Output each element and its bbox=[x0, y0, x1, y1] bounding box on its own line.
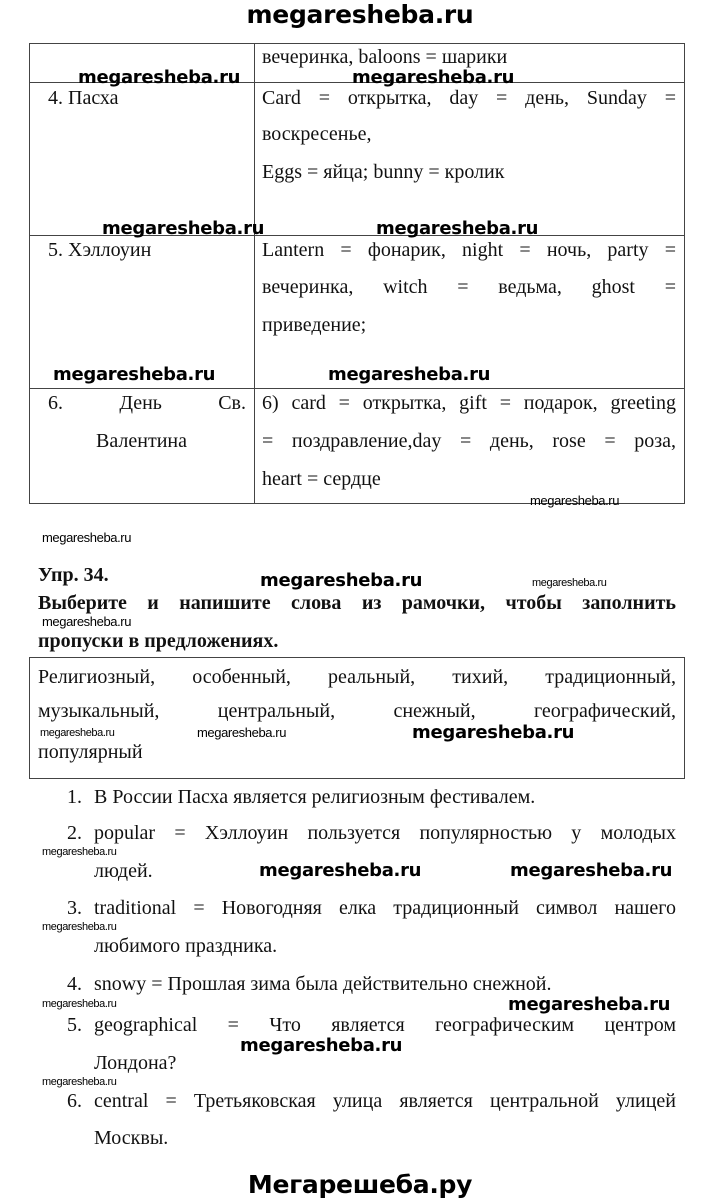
table-border bbox=[29, 388, 685, 389]
item-number: 6. bbox=[67, 1090, 82, 1112]
table-cell: воскресенье, bbox=[262, 123, 372, 145]
table-border bbox=[684, 43, 685, 504]
watermark-small: megaresheba.ru bbox=[42, 530, 132, 545]
table-cell: Валентина bbox=[96, 430, 187, 452]
table-border bbox=[29, 43, 30, 504]
watermark-small: megaresheba.ru bbox=[42, 921, 117, 933]
item-text: Москвы. bbox=[94, 1127, 169, 1149]
exercise-instruction: пропуски в предложениях. bbox=[38, 630, 279, 652]
watermark-small: megaresheba.ru bbox=[42, 846, 117, 858]
table-cell: вечеринка, baloons = шарики bbox=[262, 46, 508, 68]
table-cell: Lantern = фонарик, night = ночь, party = bbox=[262, 239, 676, 261]
table-cell: 6. День Св. bbox=[48, 392, 246, 414]
watermark: megaresheba.ru bbox=[352, 67, 515, 88]
item-text: людей. bbox=[94, 860, 153, 882]
table-cell: приведение; bbox=[262, 314, 367, 336]
watermark: megaresheba.ru bbox=[259, 860, 422, 881]
watermark-small: megaresheba.ru bbox=[532, 577, 607, 589]
watermark: megaresheba.ru bbox=[53, 364, 216, 385]
item-text: traditional = Новогодняя елка традиционный символ нашего bbox=[94, 897, 676, 919]
item-number: 1. bbox=[67, 786, 82, 808]
watermark: megaresheba.ru bbox=[508, 994, 671, 1015]
watermark-small: megaresheba.ru bbox=[42, 998, 117, 1010]
watermark: megaresheba.ru bbox=[260, 570, 423, 591]
watermark: megaresheba.ru bbox=[240, 1035, 403, 1056]
table-cell: 4. Пасха bbox=[48, 87, 119, 109]
word-box-line: популярный bbox=[38, 741, 143, 763]
item-number: 4. bbox=[67, 973, 82, 995]
item-number: 2. bbox=[67, 822, 82, 844]
watermark: megaresheba.ru bbox=[102, 218, 265, 239]
item-text: В России Пасха является религиозным фестивалем. bbox=[94, 786, 536, 808]
table-border bbox=[254, 43, 255, 504]
exercise-title: Упр. 34. bbox=[38, 564, 109, 586]
item-text: snowy = Прошлая зима была действительно снежной. bbox=[94, 973, 552, 995]
table-cell: 6) card = открытка, gift = подарок, greeting bbox=[262, 392, 676, 414]
header-site: megaresheba.ru bbox=[246, 0, 474, 29]
item-text: любимого праздника. bbox=[94, 935, 278, 957]
table-cell: heart = сердце bbox=[262, 468, 381, 490]
watermark: megaresheba.ru bbox=[510, 860, 673, 881]
exercise-instruction: Выберите и напишите слова из рамочки, чтобы заполнить bbox=[38, 592, 676, 614]
item-text: popular = Хэллоуин пользуется популярностью у молодых bbox=[94, 822, 676, 844]
item-number: 5. bbox=[67, 1014, 82, 1036]
watermark: megaresheba.ru bbox=[78, 67, 241, 88]
item-text: Лондона? bbox=[94, 1052, 177, 1074]
watermark: megaresheba.ru bbox=[412, 722, 575, 743]
footer-site: Мегарешеба.ру bbox=[247, 1170, 473, 1199]
watermark: megaresheba.ru bbox=[328, 364, 491, 385]
watermark-small: megaresheba.ru bbox=[42, 614, 132, 629]
table-cell: Card = открытка, day = день, Sunday = bbox=[262, 87, 676, 109]
watermark-small: megaresheba.ru bbox=[530, 493, 620, 508]
table-border bbox=[29, 43, 685, 44]
table-cell: 5. Хэллоуин bbox=[48, 239, 152, 261]
watermark-small: megaresheba.ru bbox=[42, 1076, 117, 1088]
item-text: geographical = Что является географическим центром bbox=[94, 1014, 676, 1036]
watermark-small: megaresheba.ru bbox=[197, 725, 287, 740]
watermark: megaresheba.ru bbox=[376, 218, 539, 239]
watermark-small: megaresheba.ru bbox=[40, 727, 115, 739]
table-cell: вечеринка, witch = ведьма, ghost = bbox=[262, 276, 676, 298]
table-cell: Eggs = яйца; bunny = кролик bbox=[262, 161, 505, 183]
item-number: 3. bbox=[67, 897, 82, 919]
word-box-line: Религиозный, особенный, реальный, тихий, традиционный, bbox=[38, 666, 676, 688]
item-text: central = Третьяковская улица является центральной улицей bbox=[94, 1090, 676, 1112]
table-cell: = поздравление,day = день, rose = роза, bbox=[262, 430, 676, 452]
word-box-line: музыкальный, центральный, снежный, географический, bbox=[38, 700, 676, 722]
